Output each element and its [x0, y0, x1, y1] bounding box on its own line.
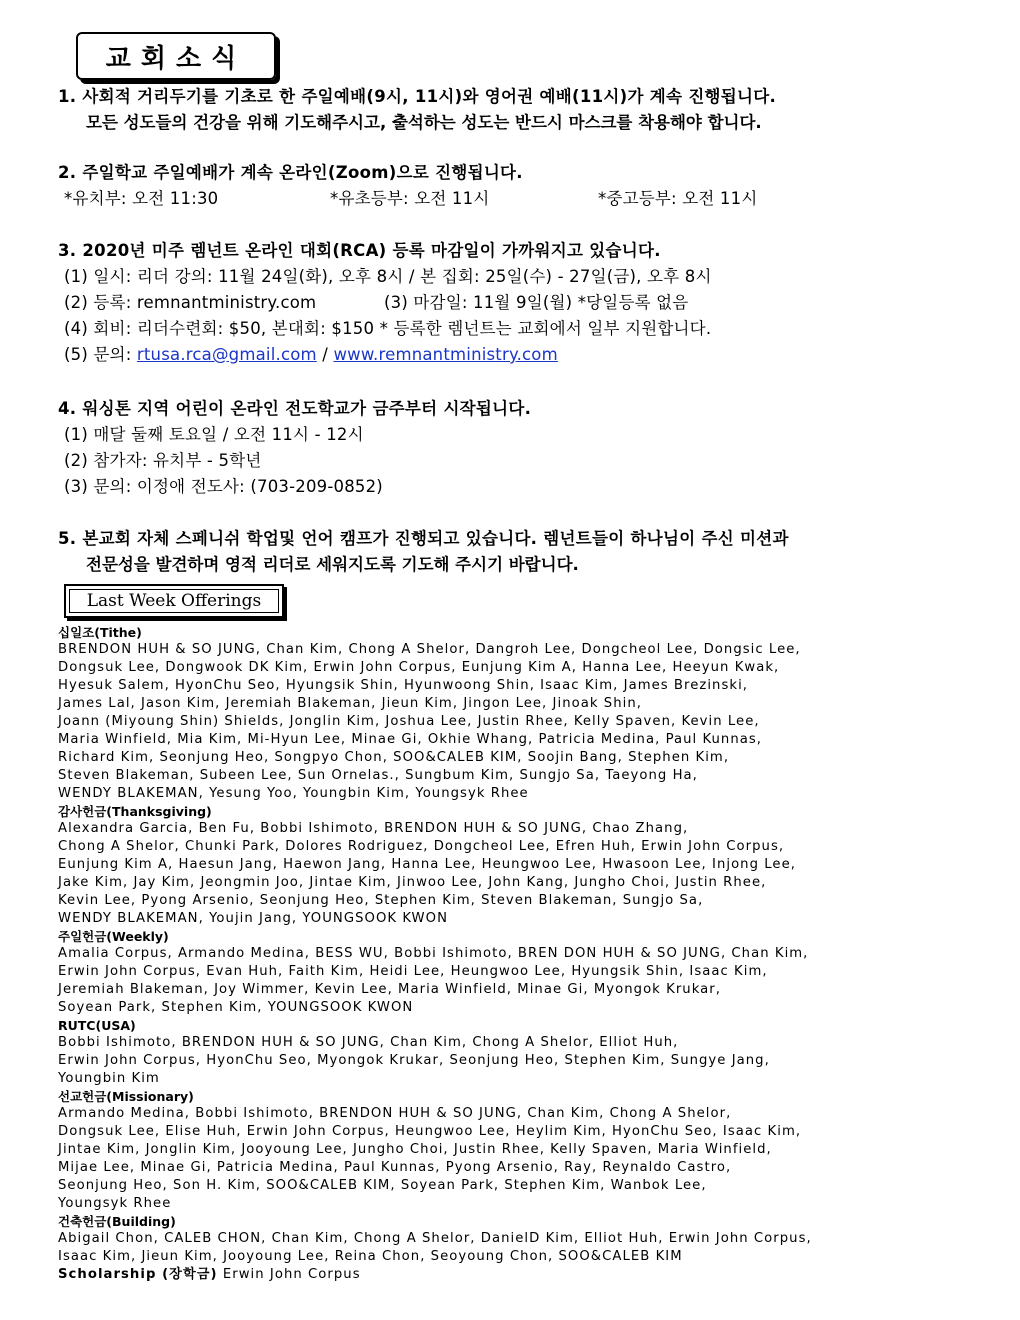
youth-time: *중고등부: 오전 11시: [598, 189, 758, 208]
thanksgiving-names-line: Jake Kim, Jay Kim, Jeongmin Joo, Jintae Kim, Jinwoo Lee, John Kang, Jungho Choi, Justin Rhee,: [58, 875, 767, 890]
rutc-label: RUTC(USA): [58, 1018, 136, 1033]
last-week-offerings-title-text: Last Week Offerings: [86, 591, 262, 611]
church-news-title: [76, 32, 276, 80]
scholarship-label: Scholarship (장학금): [58, 1267, 218, 1282]
rca-contact: [58, 342, 712, 368]
thanksgiving-names-line: Alexandra Garcia, Ben Fu, Bobbi Ishimoto, BRENDON HUH & SO JUNG, Chao Zhang,: [58, 821, 689, 836]
rutc-names-line: Bobbi Ishimoto, BRENDON HUH & SO JUNG, Chan Kim, Chong A Shelor, Elliot Huh,: [58, 1035, 679, 1050]
offerings-list: [58, 624, 958, 1284]
tithe-names-line: Maria Winfield, Mia Kim, Mi-Hyun Lee, Minae Gi, Okhie Whang, Patricia Medina, Paul Kunnas,: [58, 732, 763, 747]
rutc-names: [58, 1034, 958, 1088]
tithe-names-line: Dongsuk Lee, Dongwook DK Kim, Erwin John Corpus, Eunjung Kim A, Hanna Lee, Heeyun Kwak,: [58, 660, 780, 675]
scholarship-row: [58, 1266, 958, 1284]
rca-schedule: (1) 일시: 리더 강의: 11월 24일(화), 오후 8시 / 본 집회: 25일(수) - 27일(금), 오후 8시: [64, 267, 712, 286]
missionary-label: 선교헌금(Missionary): [58, 1089, 194, 1104]
news-item-5: [58, 526, 789, 578]
news-item-1-detail: 모든 성도들의 건강을 위해 기도해주시고, 출석하는 성도는 반드시 마스크를 착용해야 합니다.: [86, 113, 762, 132]
evangelism-school-participants: (2) 참가자: 유치부 - 5학년: [64, 451, 262, 470]
weekly-names-line: Erwin John Corpus, Evan Huh, Faith Kim, Heidi Lee, Heungwoo Lee, Hyungsik Shin, Isaac Kim,: [58, 964, 768, 979]
building-label: 건축헌금(Building): [58, 1214, 176, 1229]
news-item-2-heading: 2. 주일학교 주일예배가 계속 온라인(Zoom)으로 진행됩니다.: [58, 163, 523, 182]
news-item-1-heading: 1. 사회적 거리두기를 기초로 한 주일예배(9시, 11시)와 영어권 예배(11시)가 계속 진행됩니다.: [58, 87, 777, 106]
kindergarten-time: *유치부: 오전 11:30: [64, 189, 219, 208]
scholarship-names: Erwin John Corpus: [217, 1267, 361, 1282]
rca-deadline: (3) 마감일: 11월 9일(월) *당일등록 없음: [384, 293, 689, 312]
rutc-names-line: Youngbin Kim: [58, 1071, 160, 1086]
weekly-names-line: Amalia Corpus, Armando Medina, BESS WU, Bobbi Ishimoto, BREN DON HUH & SO JUNG, Chan Kim,: [58, 946, 809, 961]
tithe-names-line: Steven Blakeman, Subeen Lee, Sun Ornelas., Sungbum Kim, Sungjo Sa, Taeyong Ha,: [58, 768, 698, 783]
weekly-names-line: Soyean Park, Stephen Kim, YOUNGSOOK KWON: [58, 1000, 414, 1015]
elementary-time: *유초등부: 오전 11시: [330, 189, 490, 208]
news-item-3: [58, 238, 712, 368]
tithe-names-line: WENDY BLAKEMAN, Yesung Yoo, Youngbin Kim, Youngsyk Rhee: [58, 786, 529, 801]
news-item-3-heading: 3. 2020년 미주 렘넌트 온라인 대회(RCA) 등록 마감일이 가까워지고 있습니다.: [58, 241, 661, 260]
missionary-names-line: Mijae Lee, Minae Gi, Patricia Medina, Paul Kunnas, Pyong Arsenio, Ray, Reynaldo Castro,: [58, 1160, 732, 1175]
news-item-5-detail: 전문성을 발견하며 영적 리더로 세워지도록 기도해 주시기 바랍니다.: [86, 555, 579, 574]
rca-registration: (2) 등록: remnantministry.com: [64, 293, 317, 312]
tithe-names-line: BRENDON HUH & SO JUNG, Chan Kim, Chong A Shelor, Dangroh Lee, Dongcheol Lee, Dongsic Lee,: [58, 642, 801, 657]
rca-contact-separator: /: [316, 345, 334, 364]
rutc-names-line: Erwin John Corpus, HyonChu Seo, Myongok Krukar, Seonjung Heo, Stephen Kim, Sungye Jang,: [58, 1053, 770, 1068]
evangelism-school-schedule: (1) 매달 둘째 토요일 / 오전 11시 - 12시: [64, 425, 364, 444]
sunday-school-times: [58, 186, 757, 212]
tithe-names-line: Richard Kim, Seonjung Heo, Songpyo Chon, SOO&CALEB KIM, Soojin Bang, Stephen Kim,: [58, 750, 730, 765]
tithe-names-line: Hyesuk Salem, HyonChu Seo, Hyungsik Shin, Hyunwoong Shin, Isaac Kim, James Brezinski,: [58, 678, 749, 693]
thanksgiving-names: [58, 820, 958, 928]
missionary-names-line: Armando Medina, Bobbi Ishimoto, BRENDON HUH & SO JUNG, Chan Kim, Chong A Shelor,: [58, 1106, 732, 1121]
thanksgiving-names-line: WENDY BLAKEMAN, Youjin Jang, YOUNGSOOK KWON: [58, 911, 448, 926]
building-names-line: Abigail Chon, CALEB CHON, Chan Kim, Chong A Shelor, DanielD Kim, Elliot Huh, Erwin John Corpus,: [58, 1231, 812, 1246]
news-item-4-heading: 4. 워싱톤 지역 어린이 온라인 전도학교가 금주부터 시작됩니다.: [58, 399, 532, 418]
tithe-names-line: Joann (Miyoung Shin) Shields, Jonglin Kim, Joshua Lee, Justin Rhee, Kelly Spaven, Kevin Lee,: [58, 714, 760, 729]
tithe-label: 십일조(Tithe): [58, 625, 142, 640]
last-week-offerings-title: [64, 584, 284, 618]
weekly-label: 주일헌금(Weekly): [58, 929, 169, 944]
missionary-names-line: Jintae Kim, Jonglin Kim, Jooyoung Lee, Jungho Choi, Justin Rhee, Kelly Spaven, Maria Winfield,: [58, 1142, 772, 1157]
thanksgiving-names-line: Kevin Lee, Pyong Arsenio, Seonjung Heo, Stephen Kim, Steven Blakeman, Sungjo Sa,: [58, 893, 704, 908]
missionary-names-line: Youngsyk Rhee: [58, 1196, 172, 1211]
church-news-title-text: 교회소식: [105, 43, 247, 74]
news-item-2: [58, 160, 757, 212]
rca-email-link[interactable]: rtusa.rca@gmail.com: [136, 345, 317, 364]
tithe-names: [58, 641, 958, 803]
building-names-line: Isaac Kim, Jieun Kim, Jooyoung Lee, Reina Chon, Seoyoung Chon, SOO&CALEB KIM: [58, 1249, 683, 1264]
thanksgiving-label: 감사헌금(Thanksgiving): [58, 804, 212, 819]
evangelism-school-contact: (3) 문의: 이정애 전도사: (703-209-0852): [64, 477, 383, 496]
news-item-4: [58, 396, 531, 500]
building-names: [58, 1230, 958, 1266]
news-item-5-heading: 5. 본교회 자체 스페니쉬 학업및 언어 캠프가 진행되고 있습니다. 렘넌트들이 하나님이 주신 미션과: [58, 529, 789, 548]
weekly-names-line: Jeremiah Blakeman, Joy Wimmer, Kevin Lee, Maria Winfield, Minae Gi, Myongok Krukar,: [58, 982, 721, 997]
rca-contact-label: (5) 문의:: [64, 345, 137, 364]
missionary-names-line: Seonjung Heo, Son H. Kim, SOO&CALEB KIM, Soyean Park, Stephen Kim, Wanbok Lee,: [58, 1178, 707, 1193]
rca-website-link[interactable]: www.remnantministry.com: [333, 345, 558, 364]
thanksgiving-names-line: Chong A Shelor, Chunki Park, Dolores Rodriguez, Dongcheol Lee, Efren Huh, Erwin John Corpus,: [58, 839, 785, 854]
thanksgiving-names-line: Eunjung Kim A, Haesun Jang, Haewon Jang, Hanna Lee, Heungwoo Lee, Hwasoon Lee, Injong Lee,: [58, 857, 796, 872]
weekly-names: [58, 945, 958, 1017]
tithe-names-line: James Lal, Jason Kim, Jeremiah Blakeman, Jieun Kim, Jingon Lee, Jinoak Shin,: [58, 696, 642, 711]
rca-registration-row: [58, 290, 712, 316]
missionary-names-line: Dongsuk Lee, Elise Huh, Erwin John Corpus, Heungwoo Lee, Heylim Kim, HyonChu Seo, Isaac Kim,: [58, 1124, 802, 1139]
missionary-names: [58, 1105, 958, 1213]
rca-fee: (4) 회비: 리더수련회: $50, 본대회: $150 * 등록한 렘넌트는 교회에서 일부 지원합니다.: [64, 319, 712, 338]
news-item-1: [58, 84, 776, 136]
